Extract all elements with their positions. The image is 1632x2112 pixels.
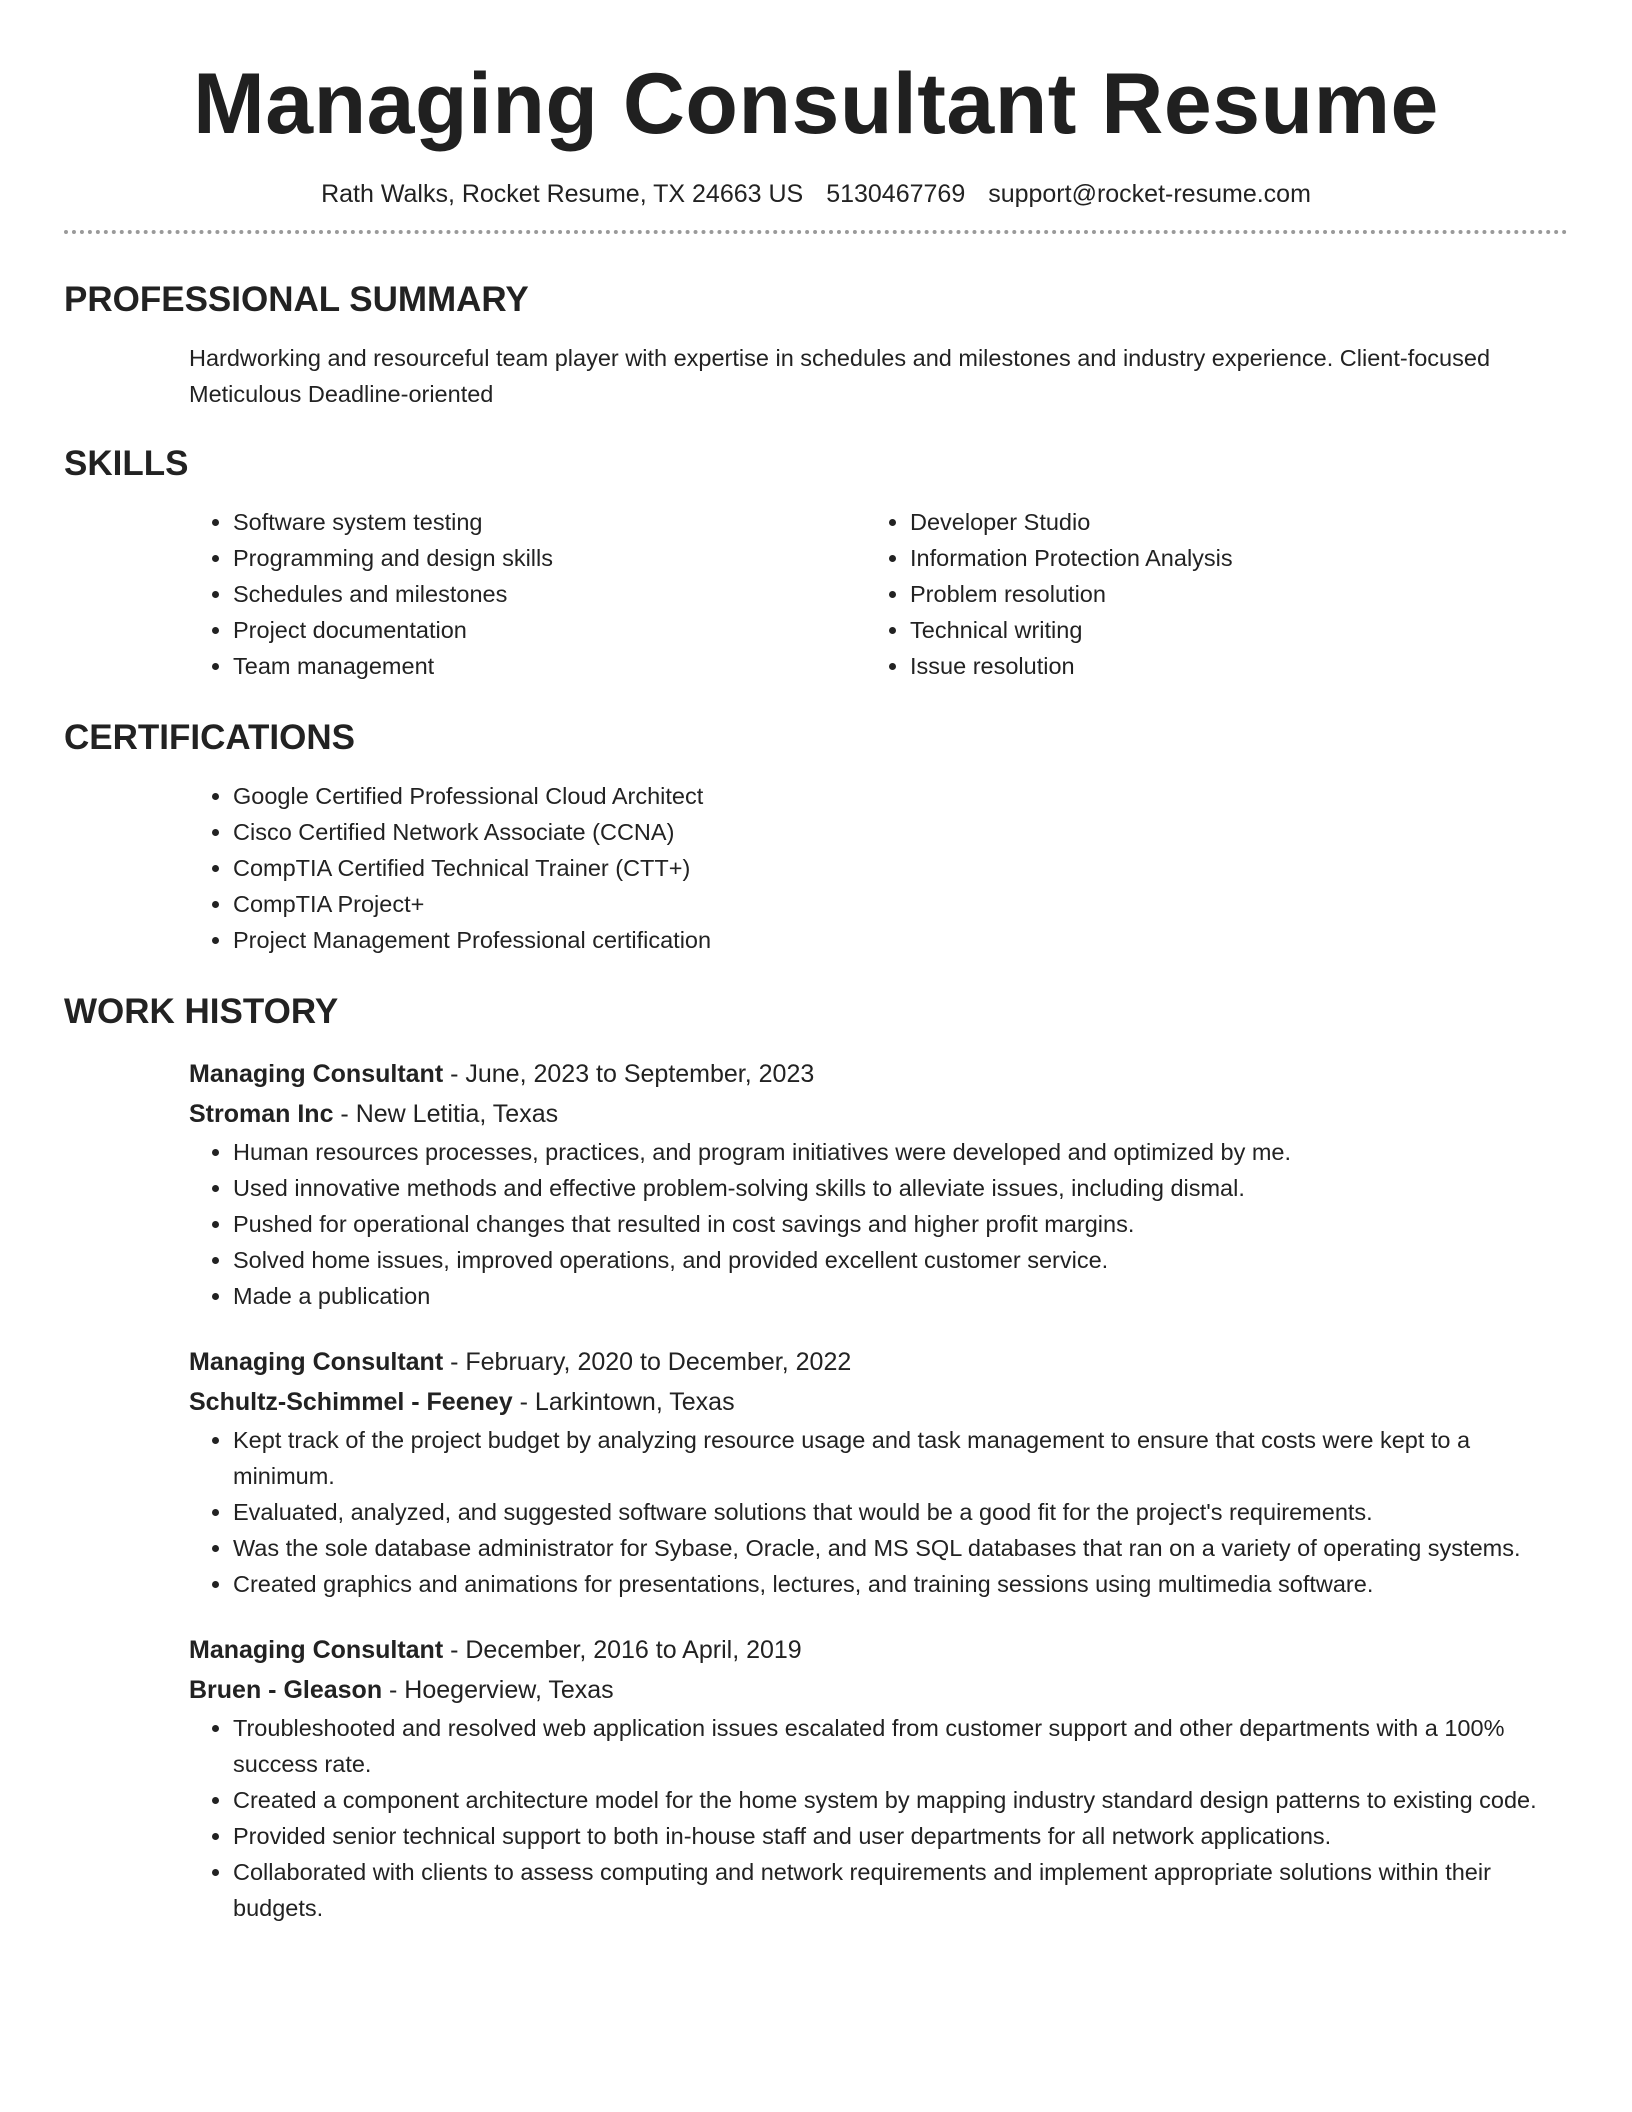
certifications-list xyxy=(189,778,1568,958)
certification-item: • Project Management Professional certification xyxy=(233,922,1568,958)
job-bullet: • Was the sole database administrator for Sybase, Oracle, and MS SQL databases that ran on a variety of operating systems. xyxy=(233,1530,1568,1566)
skill-item: • Software system testing xyxy=(233,504,866,540)
job-bullet: • Kept track of the project budget by analyzing resource usage and task management to ensure that costs were kept to a minimum. xyxy=(233,1422,1568,1494)
job-bullet: • Created graphics and animations for presentations, lectures, and training sessions using multimedia software. xyxy=(233,1566,1568,1602)
skill-item: • Team management xyxy=(233,648,866,684)
certification-item: • CompTIA Project+ xyxy=(233,886,1568,922)
skill-item: • Schedules and milestones xyxy=(233,576,866,612)
header-divider xyxy=(64,230,1568,234)
job-role-line xyxy=(189,1054,1568,1094)
job-entry xyxy=(189,1342,1568,1602)
job-bullet: • Evaluated, analyzed, and suggested software solutions that would be a good fit for the project's requirements. xyxy=(233,1494,1568,1530)
summary-text: Hardworking and resourceful team player with expertise in schedules and milestones and industry experience. Client-focused Meticulous Deadline-oriented xyxy=(189,345,1491,407)
contact-line xyxy=(64,178,1568,210)
job-role: Managing Consultant xyxy=(189,1348,444,1376)
job-entry xyxy=(189,1630,1568,1926)
job-company-line xyxy=(189,1382,1568,1422)
certification-item: • Google Certified Professional Cloud Architect xyxy=(233,778,1568,814)
resume-title: Managing Consultant Resume xyxy=(193,56,1439,152)
summary-heading: PROFESSIONAL SUMMARY xyxy=(64,280,529,319)
contact-address: Rath Walks, Rocket Resume, TX 24663 US xyxy=(321,180,804,208)
job-company-line xyxy=(189,1094,1568,1134)
job-bullet: • Used innovative methods and effective problem-solving skills to alleviate issues, including dismal. xyxy=(233,1170,1568,1206)
job-bullet: • Collaborated with clients to assess computing and network requirements and implement appropriate solutions within their budgets. xyxy=(233,1854,1568,1926)
certification-item: • CompTIA Certified Technical Trainer (CTT+) xyxy=(233,850,1568,886)
job-entry xyxy=(189,1054,1568,1314)
job-location: - Hoegerview, Texas xyxy=(382,1676,614,1704)
skill-item: • Problem resolution xyxy=(910,576,1543,612)
certifications-heading: CERTIFICATIONS xyxy=(64,718,356,757)
job-bullets xyxy=(189,1422,1568,1602)
job-role-line xyxy=(189,1630,1568,1670)
skill-item: • Issue resolution xyxy=(910,648,1543,684)
certification-item: • Cisco Certified Network Associate (CCNA) xyxy=(233,814,1568,850)
skills-list xyxy=(189,504,1568,684)
job-location: - Larkintown, Texas xyxy=(512,1388,735,1416)
skills-column-right xyxy=(866,504,1543,684)
job-dates: - December, 2016 to April, 2019 xyxy=(443,1636,802,1664)
job-dates: - June, 2023 to September, 2023 xyxy=(443,1060,815,1088)
job-company: Schultz-Schimmel - Feeney xyxy=(189,1388,513,1416)
job-bullet: • Troubleshooted and resolved web application issues escalated from customer support and other departments with a 100% success rate. xyxy=(233,1710,1568,1782)
job-role: Managing Consultant xyxy=(189,1636,444,1664)
skill-item: • Technical writing xyxy=(910,612,1543,648)
job-bullets xyxy=(189,1710,1568,1926)
skill-item: • Project documentation xyxy=(233,612,866,648)
job-company: Bruen - Gleason xyxy=(189,1676,383,1704)
skills-heading: SKILLS xyxy=(64,444,189,483)
work-history-heading: WORK HISTORY xyxy=(64,992,339,1031)
job-company-line xyxy=(189,1670,1568,1710)
job-bullet: • Created a component architecture model for the home system by mapping industry standard design patterns to existing code. xyxy=(233,1782,1568,1818)
job-dates: - February, 2020 to December, 2022 xyxy=(443,1348,852,1376)
skill-item: • Programming and design skills xyxy=(233,540,866,576)
contact-phone: 5130467769 xyxy=(826,180,966,208)
contact-email: support@rocket-resume.com xyxy=(988,180,1311,208)
job-location: - New Letitia, Texas xyxy=(333,1100,559,1128)
job-role: Managing Consultant xyxy=(189,1060,444,1088)
job-bullet: • Solved home issues, improved operations, and provided excellent customer service. xyxy=(233,1242,1568,1278)
job-bullet: • Made a publication xyxy=(233,1278,1568,1314)
job-bullet: • Pushed for operational changes that resulted in cost savings and higher profit margins. xyxy=(233,1206,1568,1242)
skills-column-left xyxy=(189,504,866,684)
job-company: Stroman Inc xyxy=(189,1100,334,1128)
job-bullets xyxy=(189,1134,1568,1314)
skill-item: • Developer Studio xyxy=(910,504,1543,540)
job-bullet: • Provided senior technical support to both in-house staff and user departments for all network applications. xyxy=(233,1818,1568,1854)
job-role-line xyxy=(189,1342,1568,1382)
job-bullet: • Human resources processes, practices, and program initiatives were developed and optimized by me. xyxy=(233,1134,1568,1170)
skill-item: • Information Protection Analysis xyxy=(910,540,1543,576)
